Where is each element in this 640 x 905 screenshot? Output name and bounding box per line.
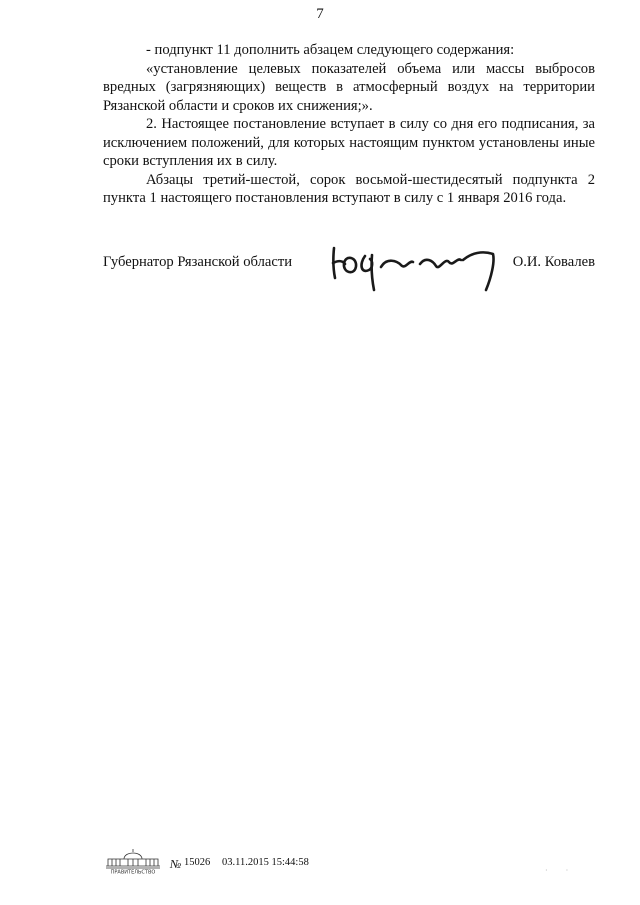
registration-number: 15026 [184,857,211,868]
paragraph-quoted-addition: «установление целевых показателей объема или массы выбросов вредных (загрязняющих) веществ в атмосферный воздух на территории Рязанской области и сроков их снижения;». [103,60,595,114]
registration-footer [104,846,364,876]
document-body [103,41,595,208]
handwritten-signature [325,234,505,296]
scan-artifact: · · [545,866,577,875]
paragraph-deferred-effect: Абзацы третий-шестой, сорок восьмой-шестидесятый подпункта 2 пункта 1 настоящего постановления вступают в силу с 1 января 2016 года. [103,171,595,206]
paragraph-subitem-11: - подпункт 11 дополнить абзацем следующего содержания: [146,42,515,58]
page-number: 7 [316,6,324,22]
signatory-name: О.И. Ковалев [512,254,595,270]
government-building-emblem-icon [104,846,162,874]
signature-block [103,254,595,294]
registration-datetime: 03.11.2015 15:44:58 [222,857,309,868]
registration-number-mark: № [170,857,182,871]
emblem-caption: ПРАВИТЕЛЬСТВО [110,869,156,874]
signatory-title: Губернатор Рязанской области [103,254,293,270]
paragraph-effective-date: 2. Настоящее постановление вступает в силу со дня его подписания, за исключением положений, для которых настоящим пунктом установлены иные сроки вступления их в силу. [103,116,595,169]
